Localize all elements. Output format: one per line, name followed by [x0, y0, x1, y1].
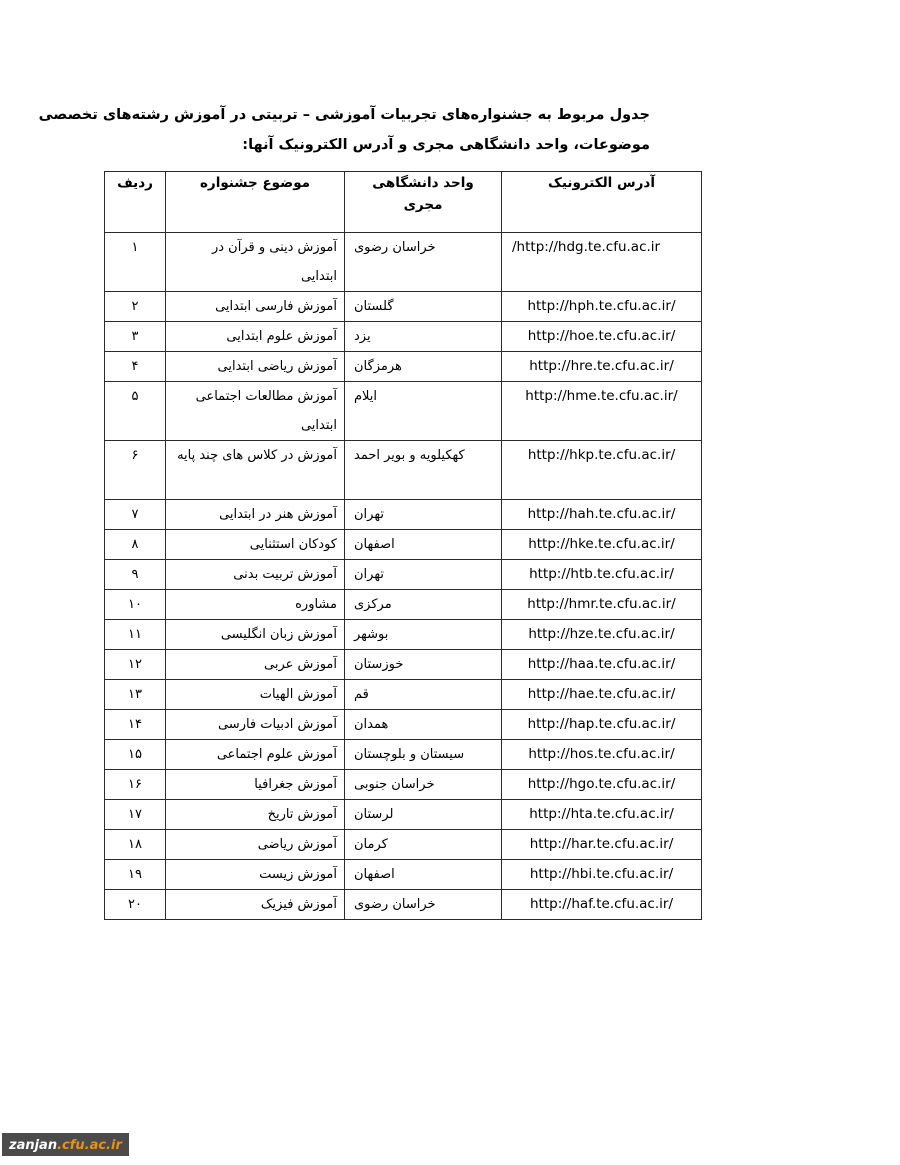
cell-university-unit — [345, 800, 502, 830]
university-unit-value: اصفهان — [354, 867, 395, 882]
cell-row-number — [105, 322, 166, 352]
table-row — [105, 680, 702, 710]
cell-electronic-address[interactable] — [502, 322, 702, 352]
row-number-value: ۱۸ — [128, 837, 142, 852]
festival-subject-value: آموزش تاریخ — [267, 807, 337, 822]
cell-electronic-address[interactable] — [502, 680, 702, 710]
row-number-value: ۸ — [131, 537, 139, 552]
column-header-row-number-label: ردیف — [117, 175, 153, 191]
row-number-value: ۹ — [131, 567, 139, 582]
cell-electronic-address[interactable] — [502, 500, 702, 530]
festival-subject-value: آموزش در کلاس های چند پایه — [177, 448, 337, 463]
festival-subject-value: آموزش ریاضی — [257, 837, 337, 852]
festival-subject-value: آموزش دینی و قرآن در ابتدایی — [211, 240, 337, 284]
cell-row-number — [105, 500, 166, 530]
university-unit-value: کرمان — [354, 837, 388, 852]
table-row — [105, 441, 702, 500]
cell-festival-subject — [166, 441, 345, 500]
cell-university-unit — [345, 500, 502, 530]
electronic-address-link[interactable]: http://hre.te.cfu.ac.ir/ — [529, 358, 674, 374]
university-unit-value: خراسان رضوی — [354, 240, 436, 255]
cell-university-unit — [345, 860, 502, 890]
university-unit-value: ایلام — [354, 389, 378, 404]
festival-subject-value: آموزش مطالعات اجتماعی ابتدایی — [195, 389, 337, 433]
row-number-value: ۳ — [131, 329, 139, 344]
cell-festival-subject — [166, 800, 345, 830]
table-row — [105, 890, 702, 920]
cell-row-number — [105, 292, 166, 322]
cell-festival-subject — [166, 650, 345, 680]
cell-university-unit — [345, 650, 502, 680]
table-row — [105, 352, 702, 382]
electronic-address-link[interactable]: http://hmr.te.cfu.ac.ir/ — [527, 596, 676, 612]
electronic-address-link[interactable]: http://hme.te.cfu.ac.ir/ — [525, 388, 678, 404]
cell-festival-subject — [166, 560, 345, 590]
cell-university-unit — [345, 770, 502, 800]
cell-university-unit — [345, 560, 502, 590]
festival-subject-value: آموزش ریاضی ابتدایی — [217, 359, 337, 374]
table-header-row — [105, 172, 702, 233]
cell-university-unit — [345, 322, 502, 352]
festival-subject-value: آموزش تربیت بدنی — [233, 567, 337, 582]
cell-electronic-address[interactable] — [502, 560, 702, 590]
electronic-address-link[interactable]: http://hke.te.cfu.ac.ir/ — [528, 536, 675, 552]
festival-subject-value: آموزش الهیات — [259, 687, 337, 702]
cell-university-unit — [345, 590, 502, 620]
festival-subject-value: آموزش علوم اجتماعی — [216, 747, 337, 762]
cell-electronic-address[interactable] — [502, 650, 702, 680]
table-row — [105, 292, 702, 322]
cell-row-number — [105, 890, 166, 920]
cell-electronic-address[interactable] — [502, 590, 702, 620]
row-number-value: ۲۰ — [128, 897, 142, 912]
cell-electronic-address[interactable] — [502, 770, 702, 800]
cell-row-number — [105, 680, 166, 710]
electronic-address-link[interactable]: http://hos.te.cfu.ac.ir/ — [528, 746, 675, 762]
cell-electronic-address[interactable] — [502, 830, 702, 860]
cell-row-number — [105, 740, 166, 770]
electronic-address-link[interactable]: http://har.te.cfu.ac.ir/ — [529, 836, 674, 852]
cell-festival-subject — [166, 860, 345, 890]
cell-row-number — [105, 770, 166, 800]
column-header-electronic-address — [502, 172, 702, 233]
electronic-address-link[interactable]: http://hbi.te.cfu.ac.ir/ — [529, 866, 674, 882]
cell-festival-subject — [166, 233, 345, 292]
cell-festival-subject — [166, 710, 345, 740]
row-number-value: ۷ — [131, 507, 139, 522]
electronic-address-link[interactable]: http://hae.te.cfu.ac.ir/ — [527, 686, 676, 702]
festival-subject-value: آموزش زیست — [259, 867, 337, 882]
table-row — [105, 590, 702, 620]
university-unit-value: اصفهان — [354, 537, 395, 552]
table-row — [105, 620, 702, 650]
cell-row-number — [105, 650, 166, 680]
university-unit-value: قم — [354, 687, 369, 702]
document-title — [38, 100, 650, 160]
cell-festival-subject — [166, 352, 345, 382]
cell-electronic-address[interactable] — [502, 740, 702, 770]
row-number-value: ۲ — [131, 299, 139, 314]
column-header-festival-subject — [166, 172, 345, 233]
row-number-value: ۱۰ — [128, 597, 142, 612]
row-number-value: ۱ — [131, 240, 139, 255]
cell-festival-subject — [166, 292, 345, 322]
festival-subject-value: مشاوره — [295, 597, 337, 612]
cell-electronic-address[interactable] — [502, 352, 702, 382]
university-unit-value: مرکزی — [354, 597, 392, 612]
cell-festival-subject — [166, 680, 345, 710]
row-number-value: ۱۲ — [128, 657, 142, 672]
university-unit-value: یزد — [354, 329, 371, 344]
column-header-electronic-address-label: آدرس الکترونیک — [548, 175, 655, 191]
cell-row-number — [105, 860, 166, 890]
table-row — [105, 770, 702, 800]
cell-row-number — [105, 620, 166, 650]
cell-university-unit — [345, 233, 502, 292]
cell-university-unit — [345, 441, 502, 500]
electronic-address-link[interactable]: http://hze.te.cfu.ac.ir/ — [528, 626, 675, 642]
electronic-address-link[interactable]: http://haa.te.cfu.ac.ir/ — [527, 656, 676, 672]
cell-electronic-address[interactable] — [502, 292, 702, 322]
table-row — [105, 800, 702, 830]
cell-row-number — [105, 352, 166, 382]
festival-subject-value: آموزش فیزیک — [260, 897, 337, 912]
festival-subject-value: آموزش علوم ابتدایی — [226, 329, 337, 344]
table-row — [105, 650, 702, 680]
university-unit-value: تهران — [354, 507, 384, 522]
site-watermark — [2, 1133, 129, 1156]
cell-university-unit — [345, 830, 502, 860]
cell-university-unit — [345, 530, 502, 560]
electronic-address-link[interactable]: http://hap.te.cfu.ac.ir/ — [527, 716, 676, 732]
cell-university-unit — [345, 352, 502, 382]
festival-subject-value: آموزش عربی — [264, 657, 337, 672]
festival-subject-value: آموزش ادبیات فارسی — [217, 717, 337, 732]
cell-electronic-address[interactable] — [502, 530, 702, 560]
cell-row-number — [105, 382, 166, 441]
cell-row-number — [105, 233, 166, 292]
cell-row-number — [105, 530, 166, 560]
table-row — [105, 860, 702, 890]
row-number-value: ۱۷ — [128, 807, 142, 822]
university-unit-value: بوشهر — [354, 627, 389, 642]
university-unit-value: خراسان رضوی — [354, 897, 436, 912]
table-row — [105, 322, 702, 352]
electronic-address-link[interactable]: /http://hdg.te.cfu.ac.ir — [512, 239, 661, 255]
festival-subject-value: آموزش فارسی ابتدایی — [215, 299, 337, 314]
cell-row-number — [105, 710, 166, 740]
cell-university-unit — [345, 740, 502, 770]
university-unit-value: همدان — [354, 717, 389, 732]
electronic-address-link[interactable]: http://hkp.te.cfu.ac.ir/ — [527, 447, 676, 463]
cell-electronic-address[interactable] — [502, 382, 702, 441]
university-unit-value: سیستان و بلوچستان — [354, 747, 465, 762]
cell-electronic-address[interactable] — [502, 890, 702, 920]
cell-festival-subject — [166, 770, 345, 800]
cell-festival-subject — [166, 890, 345, 920]
cell-row-number — [105, 560, 166, 590]
row-number-value: ۵ — [131, 389, 139, 404]
cell-university-unit — [345, 292, 502, 322]
cell-electronic-address[interactable] — [502, 441, 702, 500]
table-body — [105, 233, 702, 920]
cell-row-number — [105, 800, 166, 830]
cell-festival-subject — [166, 590, 345, 620]
electronic-address-link[interactable]: http://hoe.te.cfu.ac.ir/ — [527, 328, 676, 344]
cell-festival-subject — [166, 830, 345, 860]
cell-row-number — [105, 830, 166, 860]
university-unit-value: کهکیلویه و بویر احمد — [354, 448, 465, 463]
table-header — [105, 172, 702, 233]
row-number-value: ۱۹ — [128, 867, 142, 882]
festival-subject-value: کودکان استثنایی — [249, 537, 337, 552]
column-header-university-unit — [345, 172, 502, 233]
row-number-value: ۴ — [131, 359, 139, 374]
cell-electronic-address[interactable] — [502, 620, 702, 650]
cell-university-unit — [345, 382, 502, 441]
university-unit-value: تهران — [354, 567, 384, 582]
title-line-1: جدول مربوط به جشنواره‌های تجربیات آموزشی – تربیتی در آموزش رشته‌های تخصصی — [38, 107, 650, 123]
table-row — [105, 710, 702, 740]
cell-electronic-address[interactable] — [502, 233, 702, 292]
festival-subject-value: آموزش زبان انگلیسی — [220, 627, 337, 642]
table-row — [105, 500, 702, 530]
table-row — [105, 233, 702, 292]
cell-festival-subject — [166, 500, 345, 530]
watermark-domain-suffix: .cfu.ac.ir — [57, 1138, 122, 1153]
row-number-value: ۶ — [131, 448, 139, 463]
cell-row-number — [105, 590, 166, 620]
university-unit-value: هرمزگان — [354, 359, 402, 374]
cell-electronic-address[interactable] — [502, 710, 702, 740]
table-row — [105, 830, 702, 860]
cell-festival-subject — [166, 382, 345, 441]
electronic-address-link[interactable]: http://hgo.te.cfu.ac.ir/ — [527, 776, 676, 792]
row-number-value: ۱۵ — [128, 747, 142, 762]
table-row — [105, 530, 702, 560]
cell-university-unit — [345, 710, 502, 740]
cell-electronic-address[interactable] — [502, 860, 702, 890]
electronic-address-link[interactable]: http://htb.te.cfu.ac.ir/ — [529, 566, 674, 582]
cell-festival-subject — [166, 322, 345, 352]
column-header-festival-subject-label: موضوع جشنواره — [199, 175, 311, 191]
row-number-value: ۱۱ — [128, 627, 142, 642]
festival-subject-value: آموزش جغرافیا — [254, 777, 337, 792]
university-unit-value: لرستان — [354, 807, 394, 822]
electronic-address-link[interactable]: http://haf.te.cfu.ac.ir/ — [530, 896, 673, 912]
row-number-value: ۱۳ — [128, 687, 142, 702]
university-unit-value: گلستان — [354, 299, 394, 314]
table-row — [105, 740, 702, 770]
row-number-value: ۱۶ — [128, 777, 142, 792]
table-row — [105, 560, 702, 590]
electronic-address-link[interactable]: http://hph.te.cfu.ac.ir/ — [527, 298, 676, 314]
cell-university-unit — [345, 890, 502, 920]
row-number-value: ۱۴ — [128, 717, 142, 732]
cell-row-number — [105, 441, 166, 500]
watermark-site-name: zanjan — [9, 1138, 58, 1153]
column-header-row-number — [105, 172, 166, 233]
cell-electronic-address[interactable] — [502, 800, 702, 830]
title-line-2: موضوعات، واحد دانشگاهی مجری و آدرس الکترونیک آنها: — [242, 137, 650, 153]
cell-festival-subject — [166, 620, 345, 650]
festival-subject-value: آموزش هنر در ابتدایی — [219, 507, 337, 522]
university-unit-value: خراسان جنوبی — [354, 777, 435, 792]
university-unit-value: خوزستان — [354, 657, 404, 672]
festival-table — [104, 171, 702, 920]
electronic-address-link[interactable]: http://hta.te.cfu.ac.ir/ — [529, 806, 674, 822]
cell-university-unit — [345, 620, 502, 650]
cell-festival-subject — [166, 740, 345, 770]
cell-festival-subject — [166, 530, 345, 560]
electronic-address-link[interactable]: http://hah.te.cfu.ac.ir/ — [527, 506, 676, 522]
cell-university-unit — [345, 680, 502, 710]
festival-table-container — [105, 171, 702, 920]
table-row — [105, 382, 702, 441]
column-header-university-unit-label: واحد دانشگاهی مجری — [372, 175, 474, 213]
